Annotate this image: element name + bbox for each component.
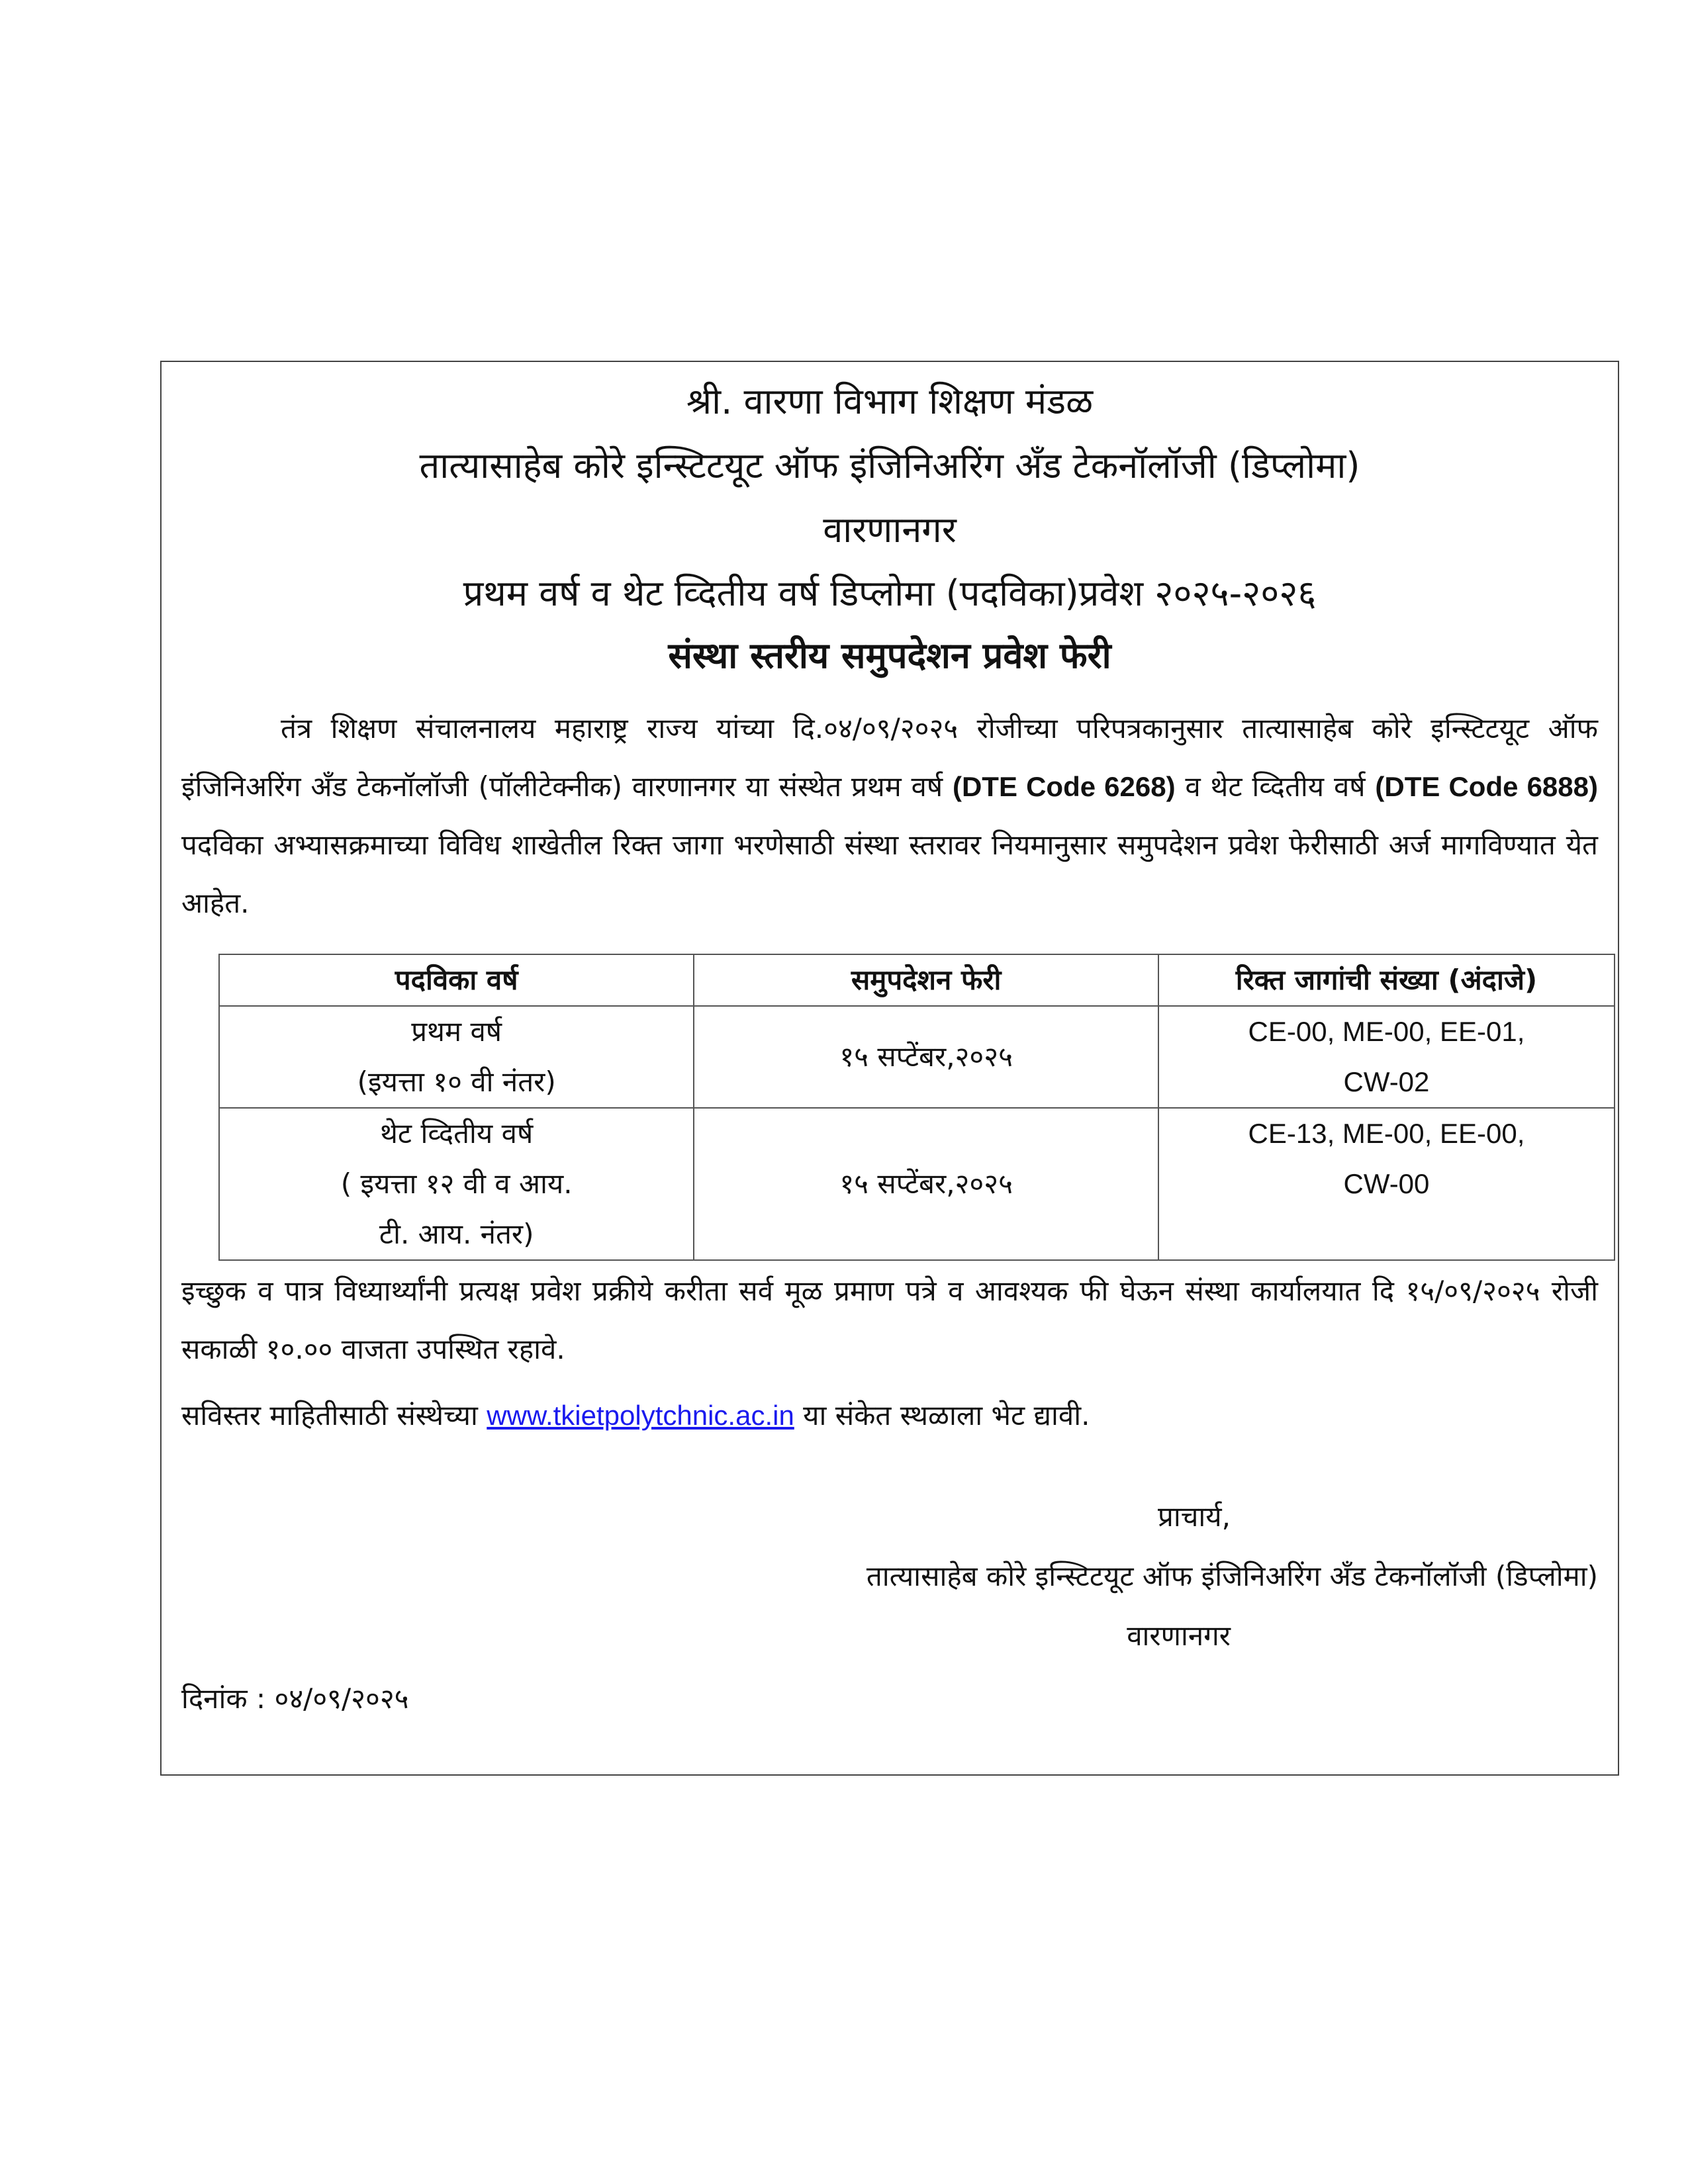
seats-line-1: CE-00, ME-00, EE-01, <box>1248 1016 1525 1047</box>
year-eligibility-cont: टी. आय. नंतर) <box>379 1218 534 1250</box>
seats-line-2: CW-02 <box>1343 1066 1430 1097</box>
header-diploma-year: पदविका वर्ष <box>219 954 694 1006</box>
header-counselling-round: समुपदेशन फेरी <box>694 954 1158 1006</box>
table-row <box>219 1108 1615 1260</box>
signatory-title: प्राचार्य, <box>1157 1500 1231 1533</box>
year-label: प्रथम वर्ष <box>411 1015 502 1048</box>
intro-paragraph <box>181 700 1598 933</box>
admission-title: प्रथम वर्ष व थेट व्दितीय वर्ष डिप्लोमा (पदविका)प्रवेश २०२५-२०२६ <box>463 572 1317 614</box>
date-value: ०४/०९/२०२५ <box>274 1682 409 1715</box>
intro-text-1: तंत्र शिक्षण संचालनालय महाराष्ट्र राज्य यांच्या दि.०४/०९/२०२५ रोजीच्या परिपत्रकानुसार तात्यासाहेब कोरे इन्स्टिटयूट ऑफ इंजिनिअरिंग अँड टेकनॉलॉजी (पॉलीटेक्नीक) वारणानगर या संस्थेत प्रथम वर्ष <box>181 712 1598 803</box>
dte-code-direct-second-year: (DTE Code 6888) <box>1375 771 1598 802</box>
dte-code-first-year: (DTE Code 6268) <box>952 771 1176 802</box>
year-label: थेट व्दितीय वर्ष <box>380 1117 534 1150</box>
date-label: दिनांक : <box>181 1682 275 1715</box>
table-row <box>219 1006 1615 1108</box>
intro-text-3: पदविका अभ्यासक्रमाच्या विविध शाखेतील रिक्त जागा भरणेसाठी संस्था स्तरावर नियमानुसार समुपदेशन प्रवेश फेरीसाठी अर्ज मागविण्यात येत आहेत. <box>181 829 1598 919</box>
round-date: १५ सप्टेंबर,२०२५ <box>694 1108 1158 1260</box>
counselling-title: संस्था स्तरीय समुपदेशन प्रवेश फेरी <box>668 635 1111 676</box>
header-vacant-seats: रिक्त जागांची संख्या (अंदाजे) <box>1158 954 1615 1006</box>
website-link[interactable]: www.tkietpolytchnic.ac.in <box>487 1400 794 1431</box>
seats-line-1: CE-13, ME-00, EE-00, <box>1248 1118 1525 1149</box>
intro-text-2: व थेट व्दितीय वर्ष <box>1175 770 1376 803</box>
year-cell <box>219 1006 694 1108</box>
website-prefix: सविस्तर माहितीसाठी संस्थेच्या <box>181 1399 487 1432</box>
year-cell <box>219 1108 694 1260</box>
website-suffix: या संकेत स्थळाला भेट द्यावी. <box>794 1399 1090 1432</box>
year-eligibility: (इयत्ता १० वी नंतर) <box>357 1066 556 1098</box>
round-date: १५ सप्टेंबर,२०२५ <box>694 1006 1158 1108</box>
date-line <box>181 1679 409 1717</box>
signatory-institute: तात्यासाहेब कोरे इन्स्टिटयूट ऑफ इंजिनिअरिंग अँड टेकनॉलॉजी (डिप्लोमा) <box>866 1560 1598 1592</box>
trust-name: श्री. वारणा विभाग शिक्षण मंडळ <box>686 381 1094 422</box>
institute-location: वारणानगर <box>823 509 957 551</box>
seats-line-2: CW-00 <box>1343 1168 1430 1199</box>
notice-frame <box>160 361 1619 1776</box>
signatory-place: वारणानगर <box>1127 1619 1231 1652</box>
table-header-row <box>219 954 1615 1006</box>
seats-cell <box>1158 1006 1615 1108</box>
website-line <box>181 1387 1598 1445</box>
institute-name: तात्यासाहेब कोरे इन्स्टिटयूट ऑफ इंजिनिअरिंग अँड टेकनॉलॉजी (डिप्लोमा) <box>419 445 1360 486</box>
vacancy-table <box>218 954 1615 1261</box>
seats-cell <box>1158 1108 1615 1260</box>
instructions-paragraph: इच्छुक व पात्र विध्यार्थ्यांनी प्रत्यक्ष प्रवेश प्रक्रीये करीता सर्व मूळ प्रमाण पत्रे व आवश्यक फी घेऊन संस्था कार्यालयात दि १५/०९/२०२५ रोजी सकाळी १०.०० वाजता उपस्थित रहावे. <box>181 1275 1598 1365</box>
year-eligibility: ( इयत्ता १२ वी व आय. <box>340 1167 573 1200</box>
